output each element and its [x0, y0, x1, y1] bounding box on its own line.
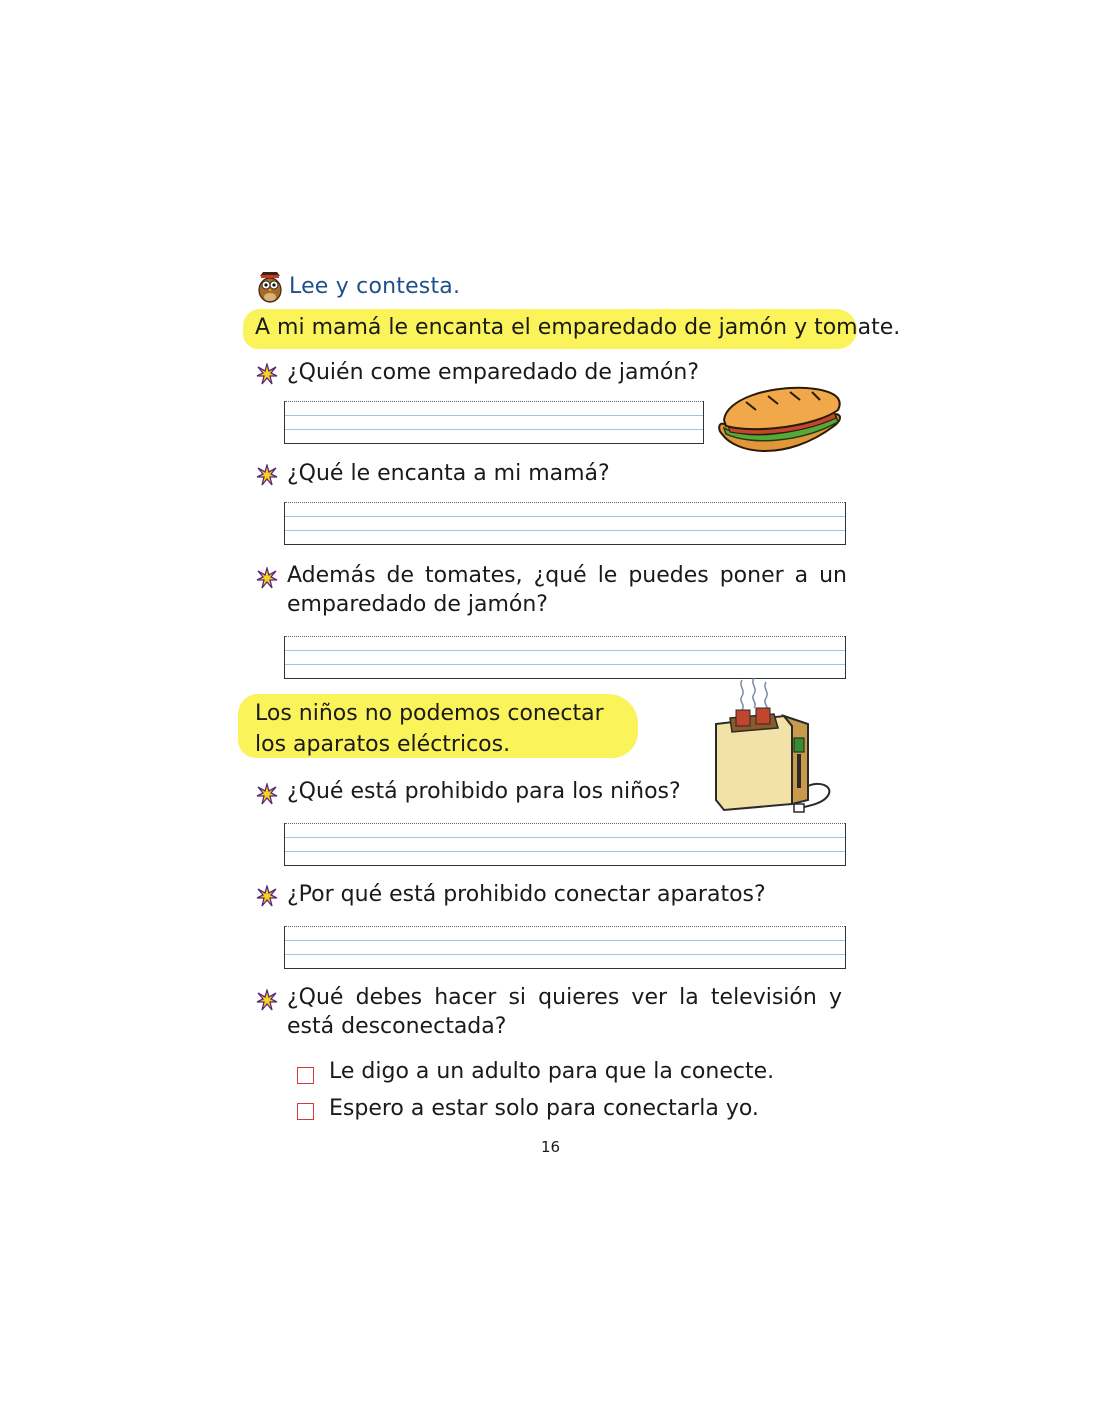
- star-bullet-icon: [256, 464, 278, 486]
- question-4: ¿Qué está prohibido para los niños?: [287, 779, 681, 804]
- answer-lines-3[interactable]: [284, 636, 846, 679]
- owl-icon: [255, 268, 285, 304]
- answer-lines-5[interactable]: [284, 926, 846, 969]
- question-1: ¿Quién come emparedado de jamón?: [287, 360, 700, 385]
- answer-lines-2[interactable]: [284, 502, 846, 545]
- question-5: ¿Por qué está prohibido conectar aparatos?: [287, 882, 766, 907]
- story-text-1: A mi mamá le encanta el emparedado de jamón y tomate.: [255, 315, 901, 340]
- option-2-label: Espero a estar solo para conectarla yo.: [329, 1096, 759, 1121]
- star-bullet-icon: [256, 989, 278, 1011]
- option-1-label: Le digo a un adulto para que la conecte.: [329, 1059, 775, 1084]
- star-bullet-icon: [256, 363, 278, 385]
- instruction-heading: Lee y contesta.: [289, 274, 461, 299]
- answer-lines-4[interactable]: [284, 823, 846, 866]
- question-2: ¿Qué le encanta a mi mamá?: [287, 461, 610, 486]
- star-bullet-icon: [256, 783, 278, 805]
- question-6: ¿Qué debes hacer si quieres ver la televisión y está desconectada?: [287, 985, 842, 1039]
- question-3: Además de tomates, ¿qué le puedes poner a un emparedado de jamón?: [287, 563, 847, 617]
- page-number: 16: [541, 1138, 561, 1156]
- star-bullet-icon: [256, 567, 278, 589]
- sandwich-illustration: [716, 380, 850, 460]
- answer-lines-1[interactable]: [284, 401, 704, 444]
- option-1-checkbox[interactable]: [297, 1067, 314, 1084]
- story-text-2: Los niños no podemos conectar los aparatos eléctricos.: [255, 701, 604, 757]
- toaster-illustration: [712, 676, 834, 814]
- option-2-checkbox[interactable]: [297, 1103, 314, 1120]
- star-bullet-icon: [256, 885, 278, 907]
